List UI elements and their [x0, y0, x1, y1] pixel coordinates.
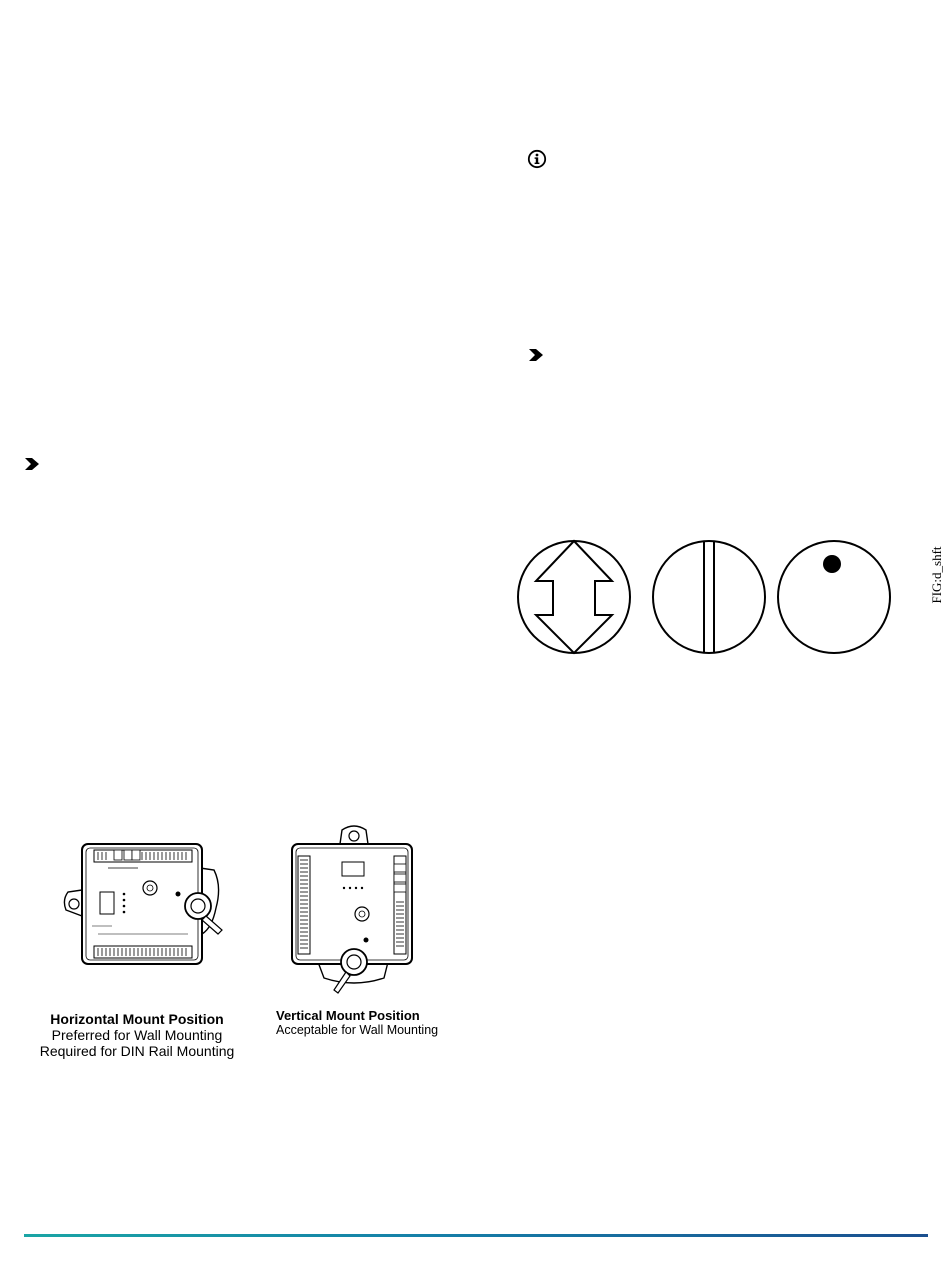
vertical-mount-line1: Acceptable for Wall Mounting: [276, 1023, 439, 1037]
shaft-position-diagram: [514, 536, 894, 658]
horizontal-mount-controller-image: [62, 838, 232, 968]
vertical-mount-caption: [276, 1009, 448, 1037]
info-icon: [527, 149, 547, 169]
footer-rule: [24, 1234, 928, 1237]
horizontal-mount-line1: Preferred for Wall Mounting: [51, 1027, 223, 1043]
chevron-right-icon: [24, 457, 40, 471]
dot-shaft-indicator: [778, 541, 890, 653]
slot-shaft-indicator: [653, 541, 765, 653]
horizontal-mount-caption: [30, 1011, 244, 1059]
horizontal-mount-line2: Required for DIN Rail Mounting: [39, 1043, 235, 1059]
horizontal-mount-title: Horizontal Mount Position: [50, 1011, 224, 1027]
vertical-mount-title: Vertical Mount Position: [276, 1008, 420, 1023]
vertical-mount-controller-image: [288, 822, 418, 994]
chevron-right-icon: [528, 348, 544, 362]
figure-label: FIG:d_shft: [929, 546, 944, 604]
double-arrow-shaft-indicator: [518, 541, 630, 653]
